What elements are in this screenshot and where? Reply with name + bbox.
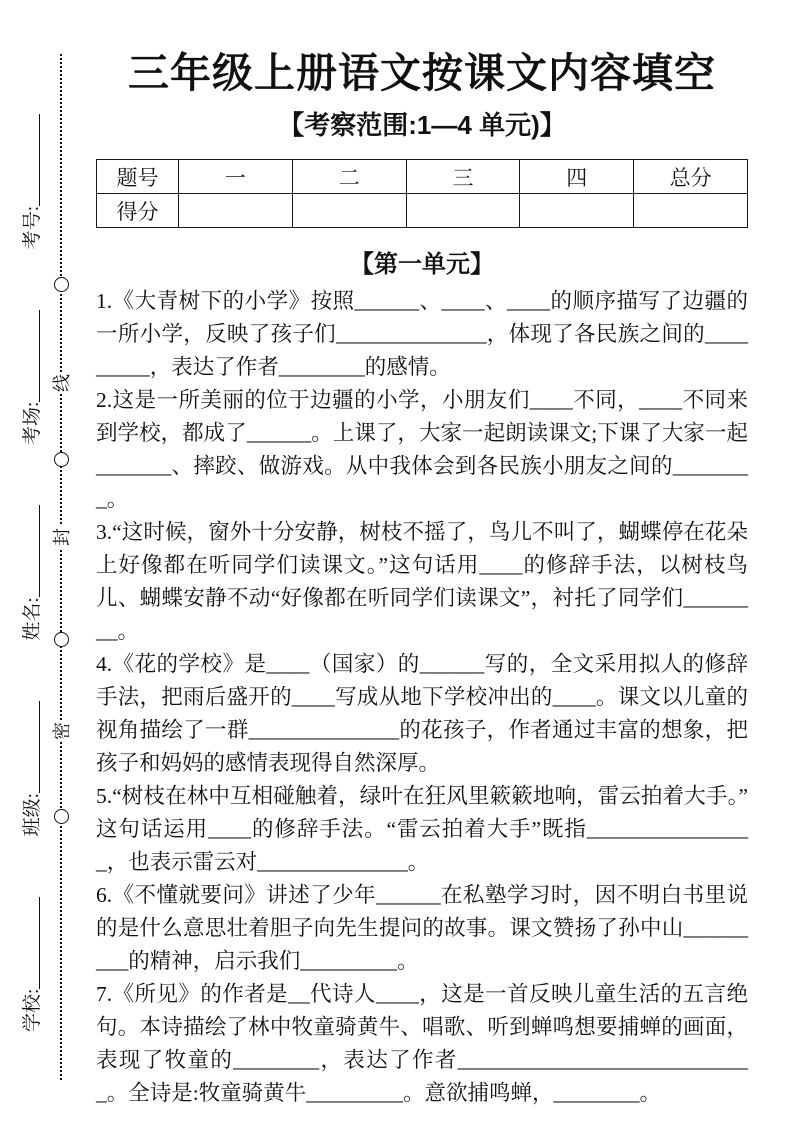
class-blank-line: [20, 701, 41, 793]
name-blank-line: [20, 505, 41, 597]
question-3: 3.“这时候，窗外十分安静，树枝不摇了，鸟儿不叫了，蝴蝶停在花朵上好像都在听同学们读课文。”这句话用____的修辞手法，以树枝鸟儿、蝴蝶安静不动“好像都在听同学们读课文”，衬托了同学们________。: [96, 520, 748, 644]
score-table: [96, 159, 748, 228]
seal-circle: [54, 809, 69, 824]
score-table-score-row: [97, 194, 748, 228]
score-cell-four: [520, 194, 634, 228]
score-cell-two: [292, 194, 406, 228]
question-6: 6.《不懂就要问》讲述了少年______在私塾学习时，因不明白书里说的是什么意思壮着胆子向先生提问的故事。课文赞扬了孙中山_________的精神，启示我们_________。: [96, 883, 748, 974]
col-four: 四: [520, 160, 634, 194]
page-title: 三年级上册语文按课文内容填空: [128, 50, 716, 96]
name-field: [17, 505, 44, 640]
section-heading-unit1: 【第一单元】: [350, 252, 494, 279]
school-field: [17, 897, 44, 1032]
class-label: 班级:: [21, 793, 43, 837]
seal-char-mi: 密: [44, 720, 78, 742]
school-blank-line: [20, 897, 41, 989]
question-1: 1.《大青树下的小学》按照______、____、____的顺序描写了边疆的一所小学，反映了孩子们______________，体现了各民族之间的_________，表达了作者________的感情。: [96, 289, 748, 380]
score-label: 得分: [97, 194, 179, 228]
question-number-label: 题号: [97, 160, 179, 194]
question-2: 2.这是一所美丽的位于边疆的小学，小朋友们____不同，____不同来到学校，都成了______。上课了，大家一起朗读课文;下课了大家一起_______、摔跤、做游戏。从中我体会到各民族小朋友之间的________。: [96, 388, 748, 512]
score-cell-one: [179, 194, 293, 228]
exam-room-field: [17, 310, 44, 445]
exam-number-blank-line: [20, 114, 41, 206]
seal-circle: [54, 452, 69, 467]
col-total: 总分: [634, 160, 748, 194]
exam-room-blank-line: [20, 310, 41, 402]
question-list: [96, 285, 748, 1110]
exam-number-label: 考号:: [21, 206, 43, 250]
score-cell-total: [634, 194, 748, 228]
col-three: 三: [406, 160, 520, 194]
score-table-header-row: [97, 160, 748, 194]
score-cell-three: [406, 194, 520, 228]
seal-circle: [54, 632, 69, 647]
class-field: [17, 701, 44, 836]
student-info-strip: [10, 114, 50, 1032]
exam-number-field: [17, 114, 44, 249]
school-label: 学校:: [21, 988, 43, 1032]
question-4: 4.《花的学校》是____（国家）的______写的，全文采用拟人的修辞手法，把雨后盛开的____写成从地下学校冲出的____。课文以儿童的视角描绘了一群______________的花孩子，作者通过丰富的想象，把孩子和妈妈的感情表现得自然深厚。: [96, 652, 748, 776]
col-one: 一: [179, 160, 293, 194]
seal-circle: [54, 277, 69, 292]
exam-room-label: 考场:: [21, 401, 43, 445]
col-two: 二: [292, 160, 406, 194]
seal-dotted-line: [52, 54, 72, 1080]
exam-content: [96, 0, 748, 1110]
question-7: 7.《所见》的作者是__代诗人____，这是一首反映儿童生活的五言绝句。本诗描绘了林中牧童骑黄牛、唱歌、听到蝉鸣想要捕蝉的画面，表现了牧童的________，表达了作者____________________________。全诗是:牧童骑黄牛_________。意欲捕鸣蝉，________。: [96, 982, 748, 1106]
name-label: 姓名:: [21, 597, 43, 641]
question-5: 5.“树枝在林中互相碰触着，绿叶在狂风里簌簌地响，雷云拍着大手。”这句话运用____的修辞手法。“雷云拍着大手”既指________________，也表示雷云对______________。: [96, 784, 748, 875]
exam-scope-subtitle: 【考察范围:1—4 单元)】: [278, 110, 566, 141]
seal-char-xian: 线: [44, 372, 78, 394]
seal-char-feng: 封: [44, 526, 78, 548]
